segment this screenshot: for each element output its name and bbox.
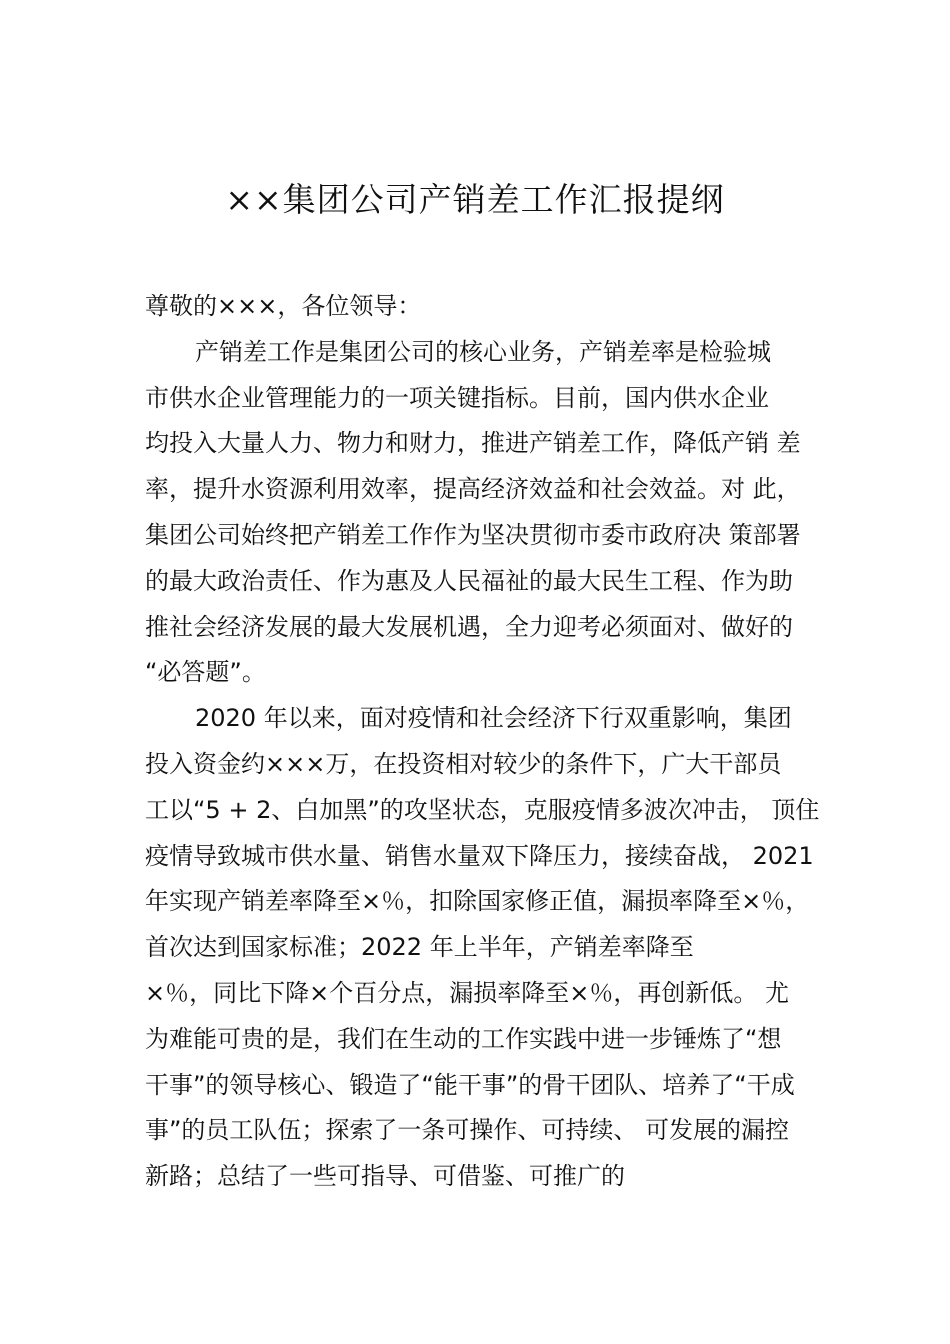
document-title: ××集团公司产销差工作汇报提纲 (225, 180, 725, 219)
text-line: 集团公司始终把产销差工作作为坚决贯彻市委市政府决 策部署 (145, 520, 801, 549)
text-line: 2020 年以来，面对疫情和社会经济下行双重影响，集团 (195, 704, 792, 733)
text-line: “必答题”。 (145, 658, 266, 687)
text-line: 率，提升水资源利用效率，提高经济效益和社会效益。对 此， (145, 475, 801, 504)
text-line: 的最大政治责任、作为惠及人民福祉的最大民生工程、作为助 (145, 566, 793, 595)
text-line: 均投入大量人力、物力和财力，推进产销差工作，降低产销 差 (145, 429, 801, 458)
text-line: 尊敬的×××，各位领导： (145, 292, 422, 320)
text-line: 工以“5 + 2、白加黑”的攻坚状态，克服疫情多波次冲击， 顶住 (145, 795, 820, 824)
text-line: 投入资金约×××万，在投资相对较少的条件下，广大干部员 (145, 749, 782, 778)
text-line: 事”的员工队伍；探索了一条可操作、可持续、 可发展的漏控 (145, 1116, 790, 1145)
text-line: 年实现产销差率降至×％，扣除国家修正值，漏损率降至×％， (145, 887, 810, 916)
text-line: 推社会经济发展的最大发展机遇，全力迎考必须面对、做好的 (145, 612, 793, 641)
text-line: ×％，同比下降×个百分点，漏损率降至×％，再创新低。 尤 (145, 978, 789, 1007)
text-line: 干事”的领导核心、锻造了“能干事”的骨干团队、培养了“干成 (145, 1070, 795, 1099)
text-line: 为难能可贵的是，我们在生动的工作实践中进一步锤炼了“想 (145, 1024, 782, 1053)
text-line: 首次达到国家标准；2022 年上半年，产销差率降至 (145, 933, 694, 962)
text-line: 疫情导致城市供水量、销售水量双下降压力，接续奋战， 2021 (145, 841, 814, 870)
document-body (145, 290, 845, 1206)
text-line: 产销差工作是集团公司的核心业务，产销差率是检验城 (195, 337, 771, 366)
text-line: 新路；总结了一些可指导、可借鉴、可推广的 (145, 1162, 625, 1191)
text-line: 市供水企业管理能力的一项关键指标。目前，国内供水企业 (145, 383, 769, 412)
